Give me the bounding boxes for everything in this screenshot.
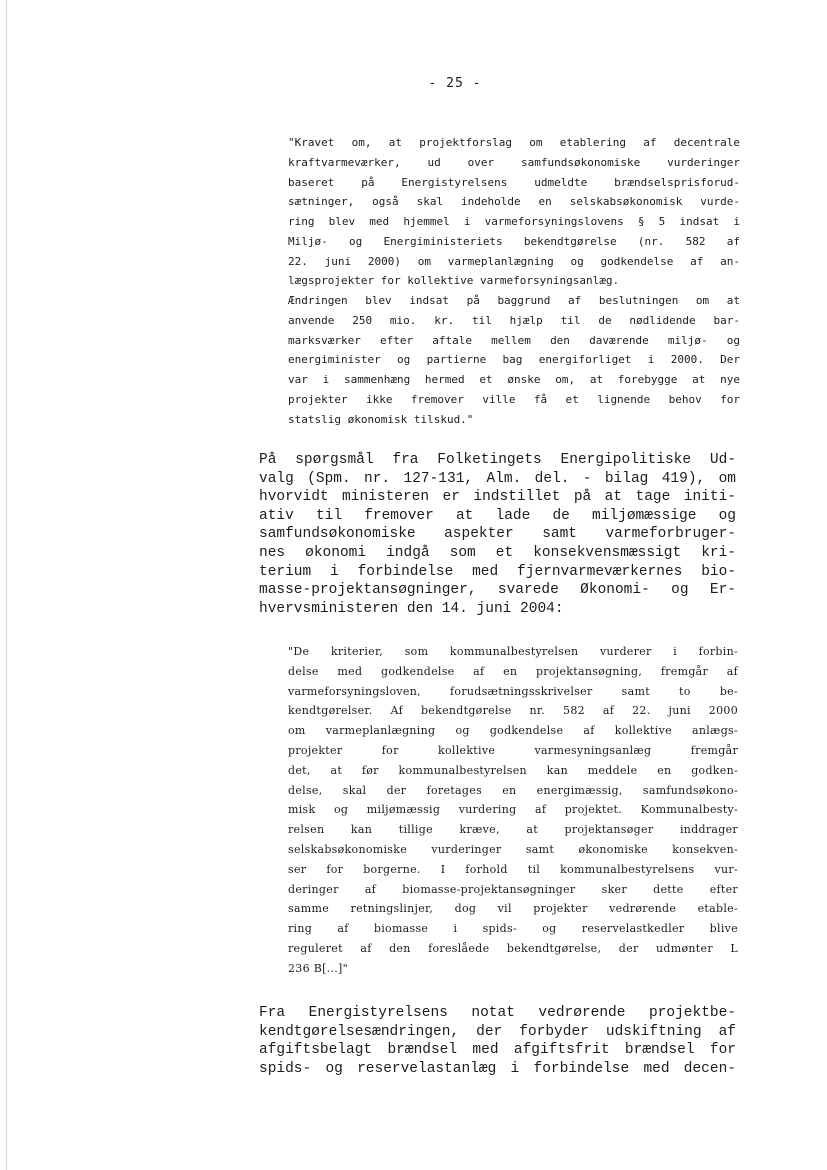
quote2-line: reguleret af den foreslåede bekendtgørelse, der udmønter L — [288, 941, 738, 955]
paragraph1-line: samfundsøkonomiske aspekter samt varmeforbruger- — [259, 526, 736, 543]
quote1-line: anvende 250 mio. kr. til hjælp til de nødlidende bar- — [288, 313, 740, 327]
quote2-line: delse, skal der foretages en energimæssig, samfundsøkono- — [288, 783, 738, 797]
quote1-line: projekter ikke fremover ville få et lignende behov for — [288, 392, 740, 406]
quote2-line: det, at før kommunalbestyrelsen kan meddele en godken- — [288, 763, 738, 777]
quote1-line: Ændringen blev indsat på baggrund af beslutningen om at — [288, 294, 740, 307]
paragraph-energistyrelsen-notat — [259, 1004, 736, 1078]
quote2-line: samme retningslinjer, dog vil projekter vedrørende etable- — [288, 902, 738, 916]
paragraph1-line: På spørgsmål fra Folketingets Energipolitiske Ud- — [259, 452, 736, 468]
quote1-line: marksværker efter aftale mellem den daværende miljø- og — [288, 333, 740, 347]
paragraph1-line: hvervsministeren den 14. juni 2004: — [259, 600, 564, 617]
quote1-line: "Kravet om, at projektforslag om etablering af decentrale — [288, 136, 740, 149]
paragraph1-line: nes økonomi indgå som et konsekvensmæssigt kri- — [259, 544, 736, 561]
paragraph2-line: Fra Energistyrelsens notat vedrørende projektbe- — [259, 1005, 736, 1021]
paragraph2-line: spids- og reservelastanlæg i forbindelse med decen- — [259, 1060, 736, 1077]
quote2-line: kendtgørelser. Af bekendtgørelse nr. 582 af 22. juni 2000 — [288, 704, 738, 718]
quote1-line: statslig økonomisk tilskud." — [288, 412, 474, 426]
quote1-line: Miljø- og Energiministeriets bekendtgørelse (nr. 582 af — [288, 234, 740, 248]
quote2-line: projekter for kollektive varmesyningsanlæg fremgår — [288, 743, 738, 757]
quote2-line: misk og miljømæssig vurdering af projektet. Kommunalbesty- — [288, 803, 738, 817]
paragraph1-line: masse-projektansøgninger, svarede Økonomi- og Er- — [259, 582, 736, 599]
paragraph1-line: terium i forbindelse med fjernvarmeværkernes bio- — [259, 563, 736, 580]
scan-edge-line — [6, 0, 7, 1170]
quote1-line: baseret på Energistyrelsens udmeldte brændselsprisforud- — [288, 175, 740, 189]
paragraph1-line: hvorvidt ministeren er indstillet på at tage initi- — [259, 489, 736, 506]
paragraph-folketing-question — [259, 451, 736, 618]
quote1-line: var i sammenhæng hermed et ønske om, at forebygge at nye — [288, 373, 740, 386]
quote2-line: om varmeplanlægning og godkendelse af kollektive anlægs- — [288, 724, 738, 738]
quote1-line: lægsprojekter for kollektive varmeforsyningsanlæg. — [288, 274, 620, 288]
quote1-line: energiminister og partierne bag energiforliget i 2000. Der — [288, 353, 740, 367]
quote2-line: ring af biomasse i spids- og reservelastkedler blive — [288, 922, 738, 936]
quote2-line: deringer af biomasse-projektansøgninger sker dette efter — [288, 882, 738, 896]
quote2-line: varmeforsyningsloven, forudsætningsskrivelser samt to be- — [288, 684, 738, 698]
quote2-line: 236 B[...]" — [288, 961, 349, 975]
block-quote-minister-answer — [288, 642, 738, 979]
quote1-line: kraftvarmeværker, ud over samfundsøkonomiske vurderinger — [288, 155, 740, 169]
paragraph1-line: ativ til fremover at lade de miljømæssige og — [259, 507, 736, 524]
block-quote-kravet — [288, 133, 740, 429]
paragraph1-line: valg (Spm. nr. 127-131, Alm. del. - bilag 419), om — [259, 470, 736, 487]
quote1-line: 22. juni 2000) om varmeplanlægning og godkendelse af an- — [288, 254, 740, 268]
paragraph2-line: kendtgørelsesændringen, der forbyder udskiftning af — [259, 1023, 736, 1040]
quote2-line: delse med godkendelse af en projektansøgning, fremgår af — [288, 664, 738, 678]
quote1-line: ring blev med hjemmel i varmeforsyningslovens § 5 indsat i — [288, 215, 740, 228]
quote1-line: sætninger, også skal indeholde en selskabsøkonomisk vurde- — [288, 195, 740, 209]
page-number: - 25 - — [428, 76, 482, 91]
quote2-line: ser for borgerne. I forhold til kommunalbestyrelsens vur- — [288, 862, 738, 876]
quote2-line: "De kriterier, som kommunalbestyrelsen vurderer i forbin- — [288, 645, 738, 658]
quote2-line: relsen kan tillige kræve, at projektansøger inddrager — [288, 823, 738, 837]
quote2-line: selskabsøkonomiske vurderinger samt økonomiske konsekven- — [288, 842, 738, 856]
paragraph2-line: afgiftsbelagt brændsel med afgiftsfrit brændsel for — [259, 1042, 736, 1059]
